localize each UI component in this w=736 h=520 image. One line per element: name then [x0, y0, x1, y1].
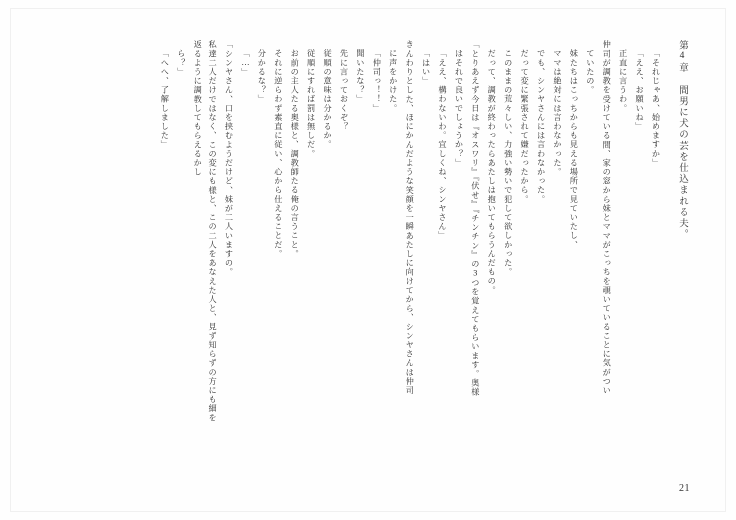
text-column: でも、シンヤさんには言わなかった。	[536, 49, 546, 204]
text-column: 先に言っておくぞ？	[339, 49, 349, 131]
text-column: 「仲司っ！！」	[372, 49, 382, 113]
text-column: ら？」	[176, 49, 186, 77]
text-column: 「へへ、了解しました」	[160, 49, 170, 150]
text-column: 仲司が調教を受けている間、家の窓から妹とママがこっちを覗いていることに気がつい	[602, 40, 612, 395]
text-column: はそれで良いでしょうか？」	[454, 49, 464, 168]
text-column: だって変に緊張されて嫌だったから。	[520, 49, 530, 204]
text-column: 「はい」	[421, 49, 431, 86]
text-column: 分かるな？」	[257, 49, 267, 104]
text-column: ていたの。	[585, 49, 595, 95]
text-column: 私達二人だけではなく、この変にも様と、この二人をあなえた人と、見ず知らずの方にも細を返るように調教してもらえるかし	[193, 40, 218, 423]
text-column: 「それじゃあ、始めますか」	[651, 49, 661, 168]
text-column: 妹たちはこっちからも見える場所で見ていたし、	[569, 49, 579, 250]
text-column: に声をかけた。	[388, 49, 398, 113]
text-column: このままの荒々しい、力強い勢いで犯して欲しかった。	[503, 49, 513, 277]
text-column: 従順の意味は分かるか。	[323, 49, 333, 150]
page-number: 21	[679, 483, 690, 494]
text-column: お前の主人たる奥様と、調教師たる俺の言うこと。	[290, 49, 300, 259]
text-column: 「…」	[240, 49, 250, 78]
text-column: だって、調教が終わったらあたしは抱いてもらうんだもの。	[487, 49, 497, 295]
text-column: 「シンヤさん、口を挟むようだけど、妹が二人いますの。	[224, 40, 234, 277]
text-column: ママは絶対には言わなかった。	[552, 49, 562, 177]
text-column: 従順にすれば罰は無しだ。	[306, 49, 316, 159]
text-column: それに逆らわず素直に従い、心から仕えることだ。	[273, 49, 283, 259]
text-column: 「ええ、構わないわ。宜しくね、シンヤさん」	[438, 49, 448, 241]
text-column: 正直に言うわ。	[618, 49, 628, 113]
text-column: 「とりあえず今日は『オスワリ』『伏せ』『チンチン』の3つを覚えてもらいます。奥様	[470, 40, 480, 397]
text-column: きんわりとした、ほにかんだような笑顔を一瞬あたしに向けてから、シンヤさんは仲司	[405, 40, 415, 395]
chapter-title: 第4章 間男に犬の芸を仕込まれる夫。	[677, 40, 687, 241]
text-column: 「ええ、お願いね」	[635, 49, 645, 131]
page-content	[38, 40, 698, 468]
text-column: 聞いたな？」	[355, 49, 365, 104]
